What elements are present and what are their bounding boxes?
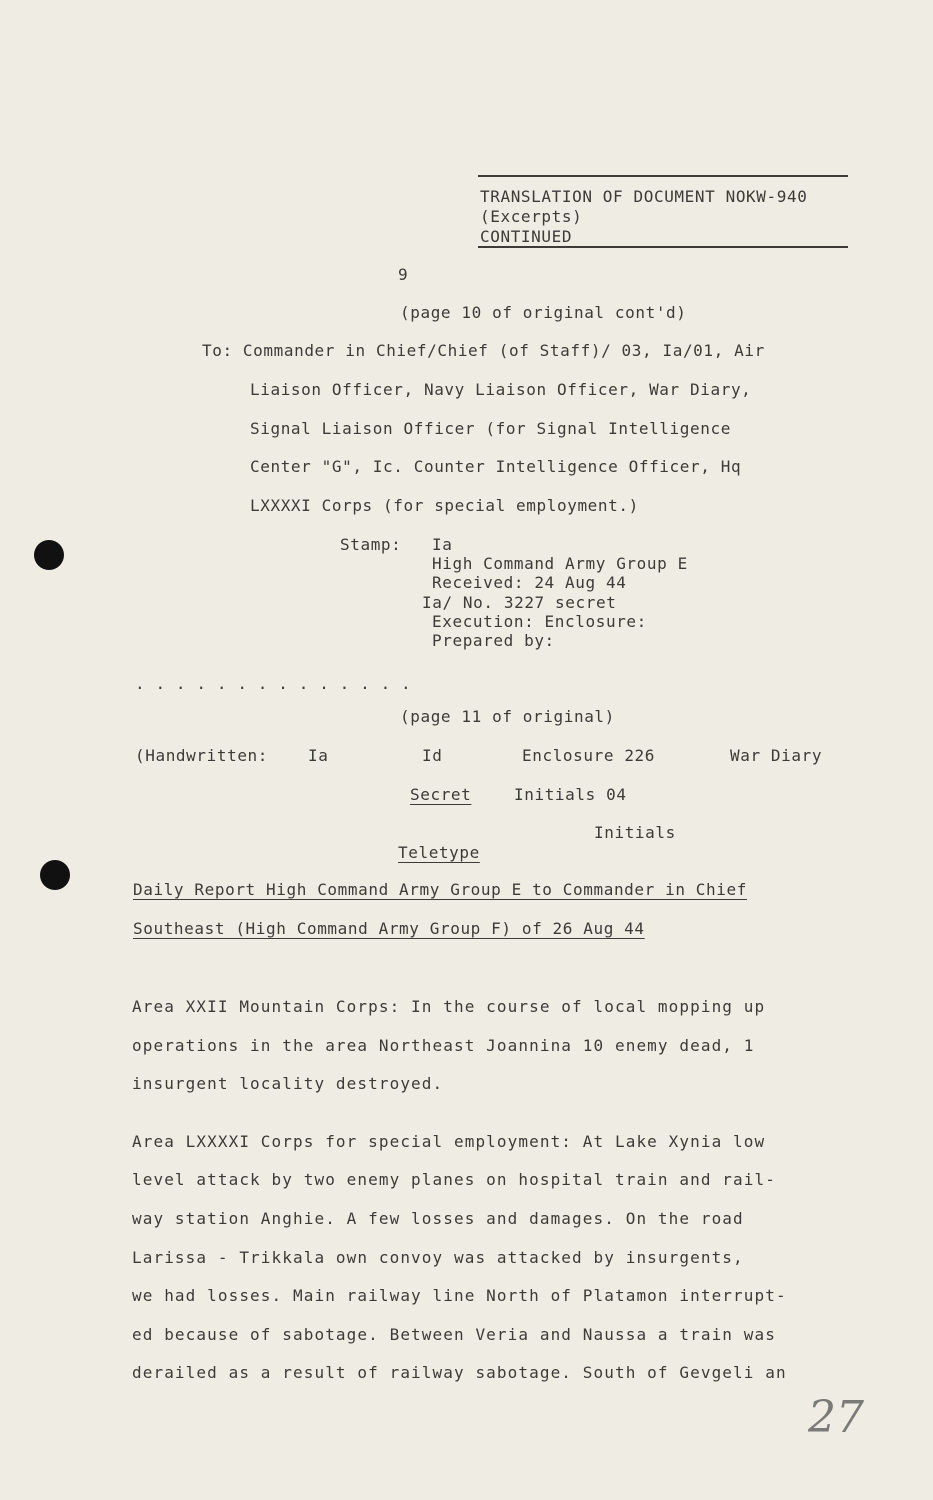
para2-line-4: Larissa - Trikkala own convoy was attacked by insurgents, — [132, 1248, 744, 1267]
to-line-4: Center "G", Ic. Counter Intelligence Officer, Hq — [250, 457, 742, 476]
stamp-line-6: Prepared by: — [432, 631, 555, 650]
header-title: TRANSLATION OF DOCUMENT NOKW-940 — [480, 187, 808, 206]
stamp-label: Stamp: — [340, 535, 402, 554]
para2-line-2: level attack by two enemy planes on hospital train and rail- — [132, 1170, 776, 1189]
page-number: 9 — [398, 265, 409, 284]
handwritten-initials-04: Initials 04 — [514, 785, 627, 804]
stamp-line-4: Ia/ No. 3227 secret — [422, 593, 617, 612]
para1-line-3: insurgent locality destroyed. — [132, 1074, 444, 1093]
to-line-2: Liaison Officer, Navy Liaison Officer, War Diary, — [250, 380, 752, 399]
handwritten-enclosure: Enclosure 226 — [522, 746, 656, 765]
header-continued: CONTINUED — [480, 227, 573, 246]
punch-hole-top — [34, 540, 64, 570]
to-line-1: To: Commander in Chief/Chief (of Staff)/ 03, Ia/01, Air — [202, 341, 765, 360]
handwritten-secret: Secret — [410, 785, 472, 804]
page-note-original-11: (page 11 of original) — [400, 707, 615, 726]
para2-line-6: ed because of sabotage. Between Veria and Naussa a train was — [132, 1325, 776, 1344]
handwritten-page-number: 27 — [808, 1392, 864, 1443]
handwritten-initials: Initials — [594, 823, 676, 842]
to-line-5: LXXXXI Corps (for special employment.) — [250, 496, 639, 515]
punch-hole-bottom — [40, 860, 70, 890]
header-excerpts: (Excerpts) — [480, 207, 583, 226]
handwritten-war-diary: War Diary — [730, 746, 823, 765]
handwritten-label: (Handwritten: — [135, 746, 269, 765]
handwritten-id: Id — [422, 746, 443, 765]
stamp-line-3: Received: 24 Aug 44 — [432, 573, 627, 592]
para2-line-3: way station Anghie. A few losses and damages. On the road — [132, 1209, 744, 1228]
para2-line-1: Area LXXXXI Corps for special employment: At Lake Xynia low — [132, 1132, 766, 1151]
handwritten-ia: Ia — [308, 746, 329, 765]
page-note-original-10: (page 10 of original cont'd) — [400, 303, 687, 322]
to-line-3: Signal Liaison Officer (for Signal Intelligence — [250, 419, 731, 438]
para2-line-5: we had losses. Main railway line North of Platamon interrupt- — [132, 1286, 787, 1305]
stamp-line-5: Execution: Enclosure: — [432, 612, 647, 631]
report-title-line-2: Southeast (High Command Army Group F) of 26 Aug 44 — [133, 919, 645, 938]
stamp-line-1: Ia — [432, 535, 453, 554]
header-rule-top — [478, 175, 848, 177]
report-title-line-1: Daily Report High Command Army Group E to Commander in Chief — [133, 880, 747, 899]
teletype-label: Teletype — [398, 843, 480, 862]
para1-line-1: Area XXII Mountain Corps: In the course of local mopping up — [132, 997, 766, 1016]
para2-line-7: derailed as a result of railway sabotage. South of Gevgeli an — [132, 1363, 787, 1382]
para1-line-2: operations in the area Northeast Joannina 10 enemy dead, 1 — [132, 1036, 755, 1055]
section-dots: . . . . . . . . . . . . . . — [135, 674, 412, 693]
stamp-line-2: High Command Army Group E — [432, 554, 688, 573]
header-rule-bottom — [478, 246, 848, 248]
